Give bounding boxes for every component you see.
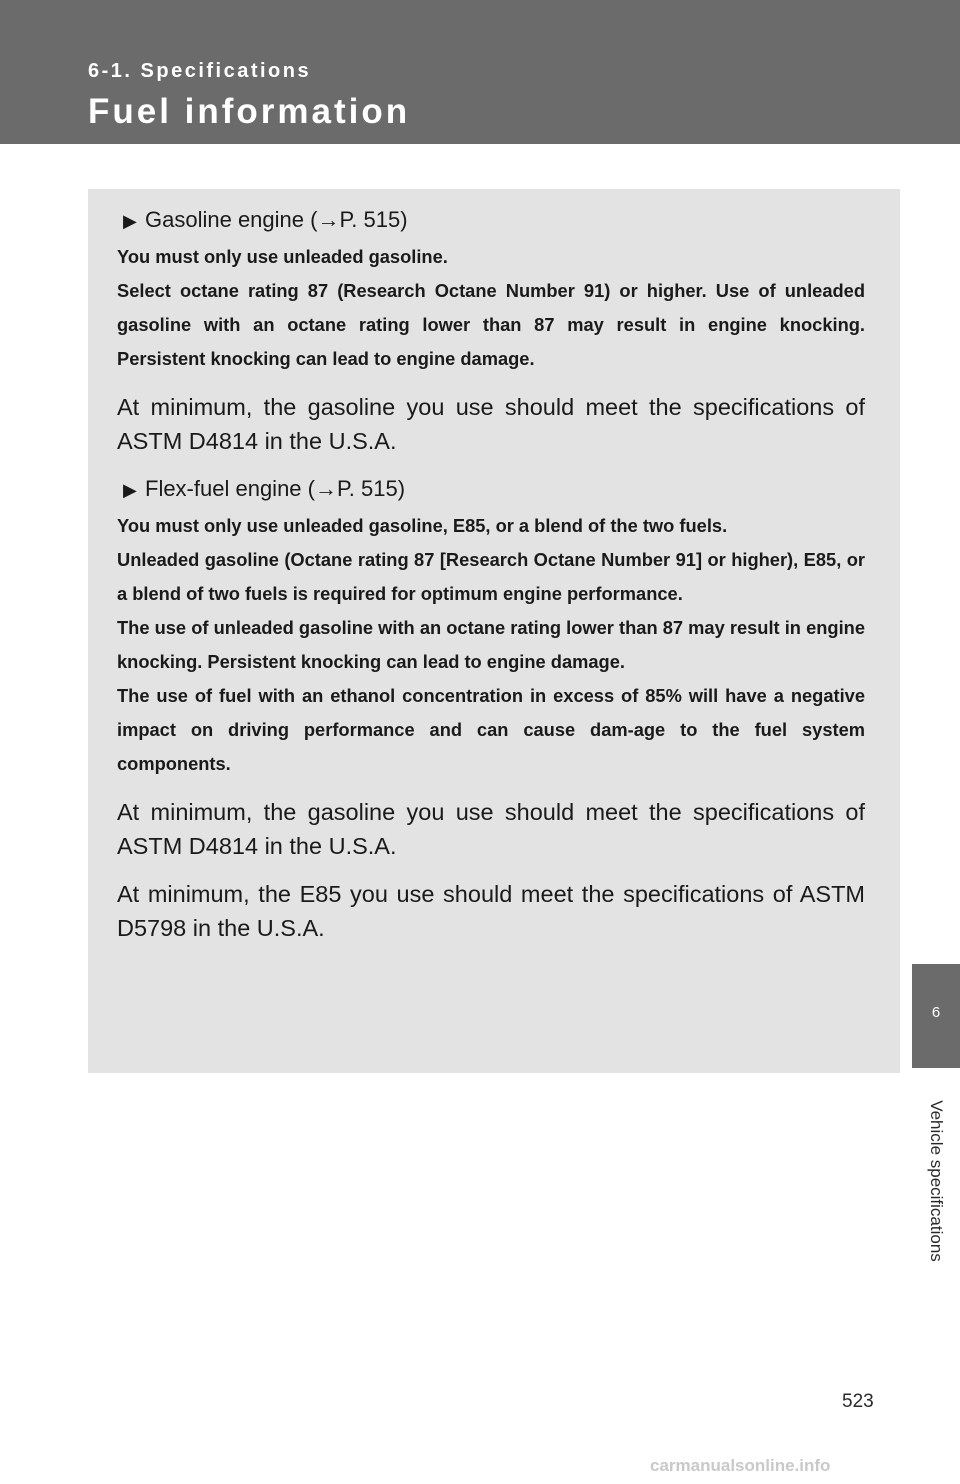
flexfuel-warning	[117, 509, 865, 781]
chapter-tab[interactable]	[912, 964, 960, 1068]
chapter-label-text: Vehicle specifications	[927, 1100, 946, 1262]
flexfuel-spec-e85: At minimum, the E85 you use should meet the specifications of ASTM D5798 in the U.S.A.	[117, 881, 865, 941]
watermark: carmanualsonline.info	[650, 1456, 831, 1475]
page-number: 523	[842, 1391, 874, 1412]
chapter-number: 6	[931, 1004, 941, 1021]
flexfuel-warning-line: The use of unleaded gasoline with an octane rating lower than 87 may result in engine knocking. Persistent knocking can lead to engine damage.	[117, 617, 865, 672]
fuel-info-box	[88, 189, 900, 1073]
flexfuel-warning-line: The use of fuel with an ethanol concentration in excess of 85% will have a negative impact on driving performance and can cause dam-age to the fuel system components.	[117, 685, 865, 774]
right-triangle-icon: ▶	[123, 211, 137, 231]
gasoline-engine-link[interactable]: Gasoline engine (→P. 515)	[145, 207, 408, 232]
flexfuel-warning-line: You must only use unleaded gasoline, E85, or a blend of the two fuels.	[117, 515, 728, 536]
gasoline-spec: At minimum, the gasoline you use should meet the specifications of ASTM D4814 in the U.S.A.	[117, 394, 865, 454]
flexfuel-spec-gasoline: At minimum, the gasoline you use should meet the specifications of ASTM D4814 in the U.S.A.	[117, 799, 865, 859]
section-label: 6-1. Specifications	[88, 60, 312, 82]
flexfuel-engine-heading	[123, 472, 865, 507]
page-header	[0, 0, 960, 144]
gasoline-warning-line: Select octane rating 87 (Research Octane Number 91) or higher. Use of unleaded gasoline with an octane rating lower than 87 may result in engine knocking. Persistent knocking can lead to engine damage.	[117, 280, 865, 369]
chapter-label	[916, 1070, 956, 1292]
gasoline-warning-line: You must only use unleaded gasoline.	[117, 246, 448, 267]
page-title: Fuel information	[88, 92, 411, 131]
flexfuel-engine-link[interactable]: Flex-fuel engine (→P. 515)	[145, 476, 406, 501]
flexfuel-warning-line: Unleaded gasoline (Octane rating 87 [Research Octane Number 91] or higher), E85, or a blend of two fuels is required for optimum engine performance.	[117, 549, 865, 604]
gasoline-engine-heading	[123, 203, 865, 238]
gasoline-warning	[117, 240, 865, 376]
right-triangle-icon: ▶	[123, 480, 137, 500]
